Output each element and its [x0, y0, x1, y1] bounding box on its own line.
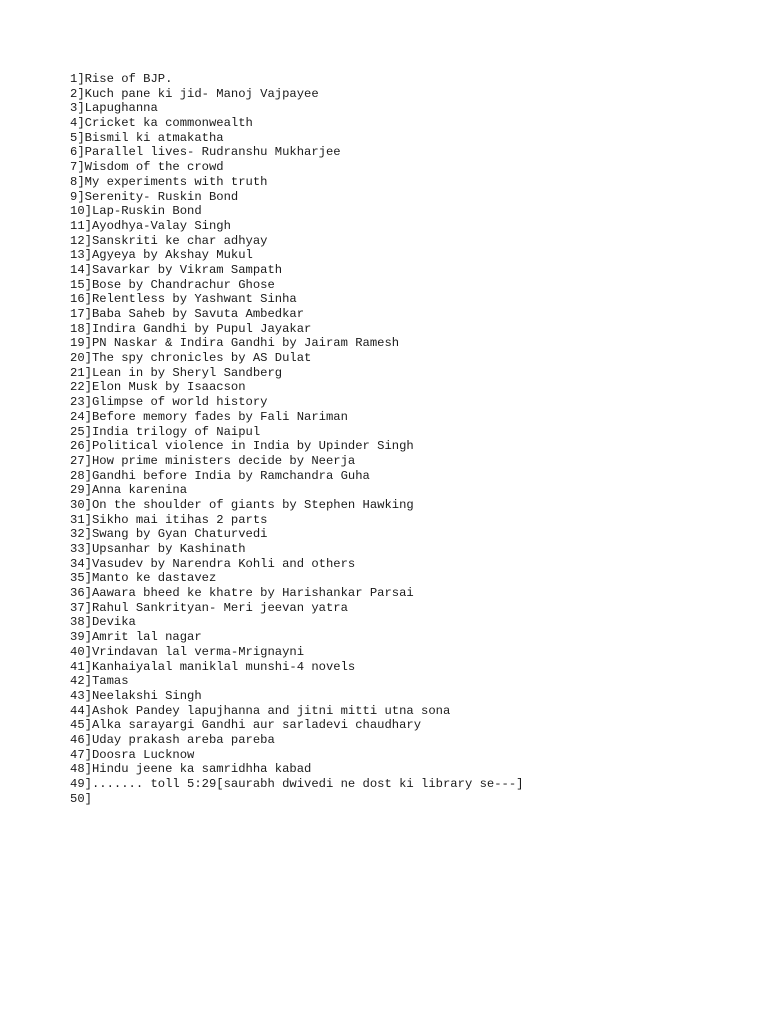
- list-item: 41]Kanhaiyalal maniklal munshi-4 novels: [70, 659, 356, 674]
- list-item: 29]Anna karenina: [70, 483, 188, 498]
- list-item: 44]Ashok Pandey lapujhanna and jitni mitti utna sona: [70, 703, 451, 718]
- list-item: 46]Uday prakash areba pareba: [70, 732, 275, 747]
- list-item: 8]My experiments with truth: [70, 174, 268, 189]
- list-item: 18]Indira Gandhi by Pupul Jayakar: [70, 321, 312, 336]
- list-item: 33]Upsanhar by Kashinath: [70, 542, 246, 556]
- list-item: 34]Vasudev by Narendra Kohli and others: [70, 556, 356, 571]
- list-item: 25]India trilogy of Naipul: [70, 424, 261, 439]
- list-item: 4]Cricket ka commonwealth: [70, 116, 253, 131]
- list-item: 35]Manto ke dastavez: [70, 571, 217, 586]
- list-item: 5]Bismil ki atmakatha: [70, 130, 224, 145]
- list-item: 6]Parallel lives- Rudranshu Mukharjee: [70, 145, 341, 160]
- list-item: 15]Bose by Chandrachur Ghose: [70, 277, 275, 292]
- list-item: 23]Glimpse of world history: [70, 395, 268, 410]
- list-item: 24]Before memory fades by Fali Nariman: [70, 409, 348, 424]
- list-item: 10]Lap-Ruskin Bond: [70, 204, 202, 219]
- list-item: 48]Hindu jeene ka samridhha kabad: [70, 762, 312, 777]
- list-item: 30]On the shoulder of giants by Stephen Hawking: [70, 497, 414, 512]
- list-item: 36]Aawara bheed ke khatre by Harishankar Parsai: [70, 586, 414, 601]
- list-item: 22]Elon Musk by Isaacson: [70, 380, 246, 395]
- list-item: 27]How prime ministers decide by Neerja: [70, 453, 356, 468]
- list-item: 45]Alka sarayargi Gandhi aur sarladevi chaudhary: [70, 718, 422, 733]
- list-item: 40]Vrindavan lal verma-Mrignayni: [70, 644, 305, 659]
- list-item: 39]Amrit lal nagar: [70, 630, 202, 645]
- list-item: 7]Wisdom of the crowd: [70, 160, 224, 175]
- list-item: 9]Serenity- Ruskin Bond: [70, 189, 239, 204]
- list-item: 3]Lapughanna: [70, 101, 158, 116]
- list-item: 17]Baba Saheb by Savuta Ambedkar: [70, 307, 305, 321]
- list-item: 14]Savarkar by Vikram Sampath: [70, 262, 283, 277]
- list-item: 2]Kuch pane ki jid- Manoj Vajpayee: [70, 86, 319, 101]
- list-item: 16]Relentless by Yashwant Sinha: [70, 292, 297, 307]
- list-item: 50]: [70, 791, 92, 806]
- list-item: 1]Rise of BJP.: [70, 72, 173, 86]
- list-item: 12]Sanskriti ke char adhyay: [70, 233, 268, 248]
- book-list: [70, 72, 523, 806]
- list-item: 11]Ayodhya-Valay Singh: [70, 218, 231, 233]
- list-item: 19]PN Naskar & Indira Gandhi by Jairam Ramesh: [70, 336, 400, 351]
- list-item: 42]Tamas: [70, 674, 129, 689]
- list-item: 26]Political violence in India by Upinder Singh: [70, 439, 414, 454]
- list-item: 28]Gandhi before India by Ramchandra Guha: [70, 468, 370, 483]
- list-item: 38]Devika: [70, 615, 136, 630]
- list-item: 47]Doosra Lucknow: [70, 747, 195, 762]
- list-item: 31]Sikho mai itihas 2 parts: [70, 512, 268, 527]
- list-item: 43]Neelakshi Singh: [70, 688, 202, 703]
- list-item: 13]Agyeya by Akshay Mukul: [70, 248, 253, 263]
- list-item: 21]Lean in by Sheryl Sandberg: [70, 365, 283, 380]
- list-item: 32]Swang by Gyan Chaturvedi: [70, 527, 268, 542]
- list-item: 49]....... toll 5:29[saurabh dwivedi ne dost ki library se---]: [70, 777, 524, 791]
- list-item: 20]The spy chronicles by AS Dulat: [70, 351, 312, 366]
- list-item: 37]Rahul Sankrityan- Meri jeevan yatra: [70, 600, 348, 615]
